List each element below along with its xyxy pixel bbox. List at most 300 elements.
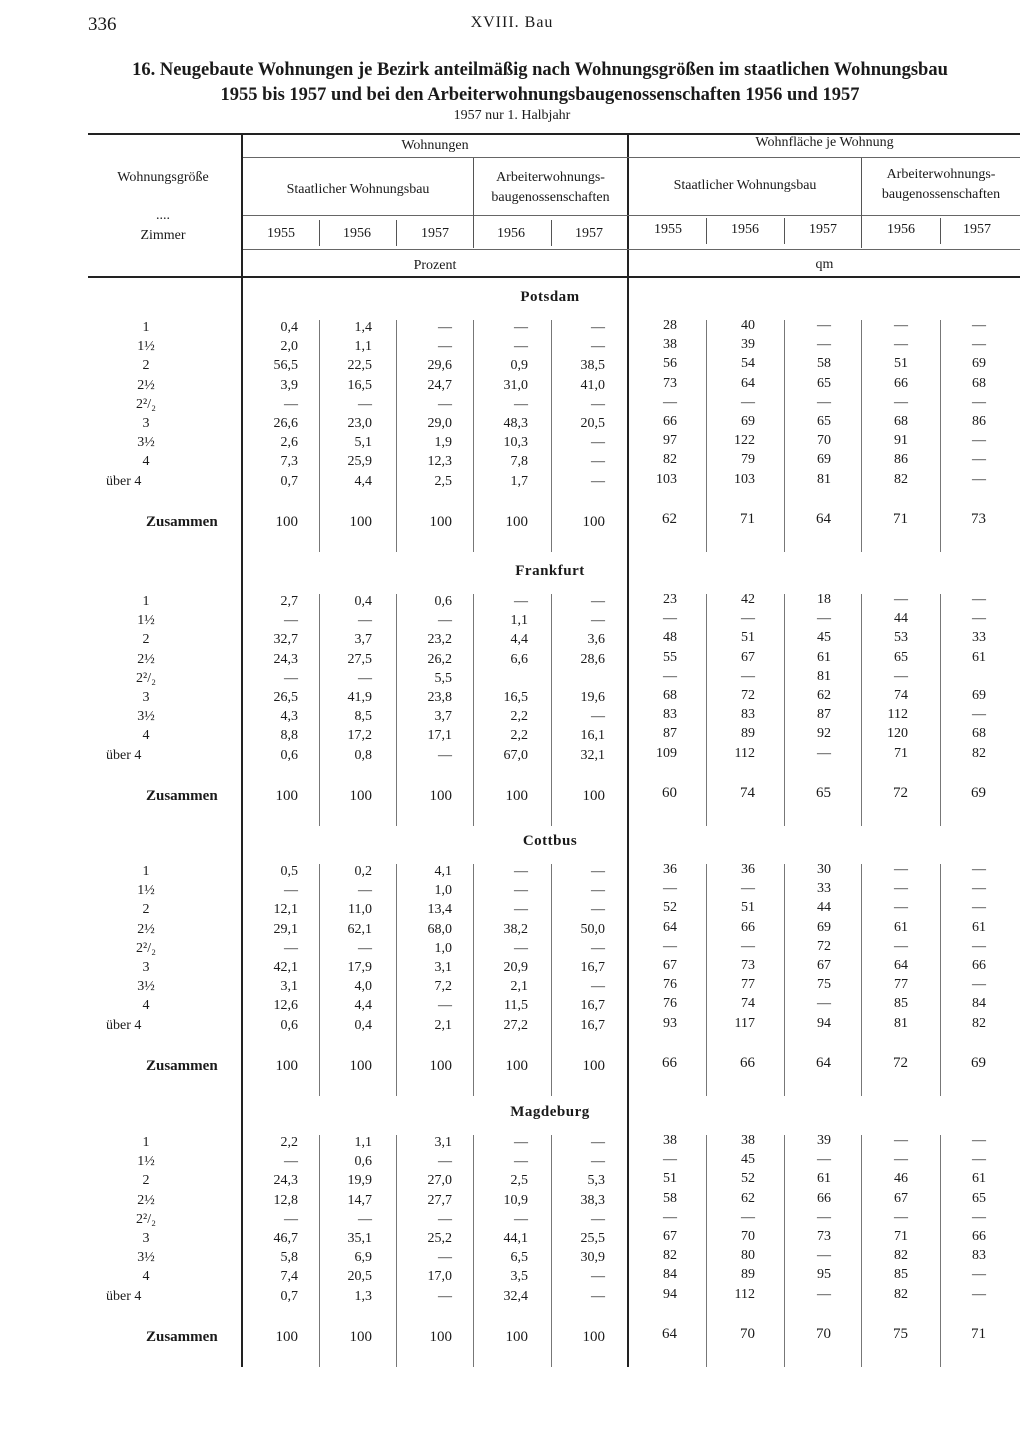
total-cell: 71 <box>740 511 755 527</box>
table-cell: — <box>514 1154 528 1170</box>
table-cell: 51 <box>894 356 908 372</box>
row-label: 2½ <box>137 651 155 667</box>
table-cell: — <box>817 611 831 627</box>
table-cell: 69 <box>972 356 986 372</box>
table-cell: 94 <box>817 1015 831 1031</box>
total-cell: 69 <box>971 785 986 801</box>
table-cell: — <box>591 473 605 489</box>
column-separator <box>940 1135 941 1367</box>
header-rule-3 <box>243 249 1020 250</box>
table-cell: — <box>438 747 452 763</box>
table-cell: 112 <box>887 707 908 723</box>
table-row <box>0 745 1024 767</box>
table-cell: — <box>438 1154 452 1170</box>
total-row <box>0 785 1024 807</box>
table-cell: 11,5 <box>504 998 528 1014</box>
row-label: 2²/₂ <box>136 396 156 412</box>
table-cell: 85 <box>894 1267 908 1283</box>
header-rule-2 <box>243 215 1020 216</box>
row-label: 2½ <box>137 1192 155 1208</box>
year-header: 1957 <box>575 226 603 241</box>
table-cell: 29,0 <box>427 416 452 431</box>
total-cell: 100 <box>505 1329 528 1345</box>
table-cell: 0,6 <box>434 594 452 609</box>
table-cell: 64 <box>894 958 908 973</box>
row-label: 3 <box>142 960 150 975</box>
table-cell: 8,8 <box>280 728 298 744</box>
unit-qm: qm <box>815 257 834 272</box>
table-cell: 16,5 <box>503 690 528 705</box>
table-row <box>0 320 1024 339</box>
year-header: 1956 <box>887 222 915 237</box>
table-cell: 82 <box>663 1248 677 1264</box>
table-cell: 45 <box>741 1152 755 1168</box>
table-cell: 65 <box>817 375 831 391</box>
column-separator <box>396 594 397 826</box>
table-cell: 16,7 <box>580 998 605 1014</box>
table-cell: 0,8 <box>354 747 372 763</box>
year-sep <box>784 218 785 244</box>
table-cell: 0,4 <box>354 1017 372 1033</box>
total-cell: 100 <box>582 788 605 804</box>
table-cell: 67,0 <box>503 747 528 763</box>
row-label: 4 <box>142 998 150 1014</box>
table-cell: — <box>972 318 986 333</box>
table-cell: 66 <box>663 414 677 429</box>
table-cell: — <box>894 668 908 684</box>
table-cell: 91 <box>894 433 908 449</box>
table-cell: 74 <box>894 688 908 703</box>
table-cell: 80 <box>741 1248 755 1264</box>
total-cell: 100 <box>429 1329 452 1345</box>
table-cell: 3,1 <box>434 1135 452 1150</box>
table-cell: — <box>663 1152 677 1168</box>
table-cell: — <box>591 339 605 355</box>
table-cell: 0,2 <box>354 864 372 879</box>
table-cell: 82 <box>972 745 986 761</box>
table-cell: 2,2 <box>280 1135 298 1150</box>
table-row <box>0 938 1024 960</box>
table-cell: 7,8 <box>510 454 528 470</box>
table-row <box>0 375 1024 397</box>
table-cell: 13,4 <box>427 902 452 918</box>
row-label: 2 <box>142 902 150 918</box>
column-separator <box>396 864 397 1096</box>
total-cell: 75 <box>893 1326 908 1342</box>
table-cell: — <box>817 318 831 333</box>
table-row <box>0 709 1024 728</box>
table-cell: — <box>663 394 677 410</box>
table-cell: 0,6 <box>354 1154 372 1170</box>
table-cell: 3,7 <box>434 709 452 725</box>
table-cell: — <box>663 668 677 684</box>
table-cell: — <box>972 881 986 897</box>
unit-percent: Prozent <box>413 258 457 273</box>
table-cell: 16,1 <box>580 728 605 744</box>
table-cell: — <box>741 1209 755 1225</box>
table-cell: 2,7 <box>280 594 298 609</box>
table-cell: 27,5 <box>347 651 372 667</box>
total-cell: 100 <box>429 1058 452 1074</box>
table-cell: 2,6 <box>280 435 298 451</box>
table-row <box>0 1269 1024 1288</box>
table-cell: 56 <box>663 356 677 372</box>
table-row <box>0 1209 1024 1231</box>
table-row <box>0 668 1024 690</box>
table-cell: — <box>284 940 298 956</box>
group-header-wohnungen: Wohnungen <box>401 138 469 153</box>
column-separator <box>473 864 474 1096</box>
table-cell: 122 <box>734 433 755 449</box>
table-cell: 109 <box>656 745 677 761</box>
year-header: 1955 <box>267 226 295 241</box>
table-row <box>0 919 1024 941</box>
table-cell: — <box>894 394 908 410</box>
table-cell: 92 <box>817 726 831 742</box>
total-cell: 100 <box>275 1058 298 1074</box>
table-row <box>0 1154 1024 1173</box>
section-title: Magdeburg <box>510 1104 590 1120</box>
table-cell: 67 <box>741 649 755 665</box>
total-cell: 72 <box>893 785 908 801</box>
year-header: 1955 <box>654 222 682 237</box>
table-cell: 39 <box>741 337 755 353</box>
table-cell: 33 <box>972 630 986 646</box>
table-cell: — <box>894 1133 908 1148</box>
table-cell: 11,0 <box>348 902 372 918</box>
table-cell: 51 <box>741 900 755 916</box>
table-cell: 6,6 <box>510 651 528 667</box>
total-cell: 100 <box>582 514 605 530</box>
table-cell: 86 <box>972 414 986 429</box>
table-row <box>0 960 1024 979</box>
table-cell: 17,0 <box>427 1269 452 1285</box>
table-cell: 72 <box>817 938 831 954</box>
table-cell: 62,1 <box>347 921 372 937</box>
table-cell: 95 <box>817 1267 831 1283</box>
table-cell: 70 <box>741 1229 755 1244</box>
table-cell: 46,7 <box>273 1231 298 1246</box>
table-cell: 26,6 <box>273 416 298 431</box>
table-cell: 16,5 <box>347 377 372 393</box>
table-title-line-2: 1955 bis 1957 und bei den Arbeiterwohnungsbaugenossenschaften 1956 und 1957 <box>220 85 860 105</box>
row-label: 4 <box>142 728 150 744</box>
table-cell: 65 <box>972 1190 986 1206</box>
column-separator <box>396 1135 397 1367</box>
table-cell: — <box>591 883 605 899</box>
sub-header-awg-right-line-1: Arbeiterwohnungs- <box>886 167 996 182</box>
table-cell: — <box>894 337 908 353</box>
table-cell: 94 <box>663 1286 677 1302</box>
table-cell: 82 <box>663 452 677 468</box>
table-cell: 56,5 <box>273 358 298 374</box>
table-cell: 61 <box>817 1171 831 1187</box>
table-cell: 74 <box>741 996 755 1012</box>
table-cell: 19,9 <box>347 1173 372 1189</box>
column-separator <box>861 320 862 552</box>
table-cell: 2,2 <box>510 728 528 744</box>
table-cell: 73 <box>817 1229 831 1244</box>
table-cell: 27,7 <box>427 1192 452 1208</box>
table-cell: 33 <box>817 881 831 897</box>
table-cell: 66 <box>741 919 755 935</box>
stub-label: Wohnungsgröße <box>117 170 209 185</box>
table-cell: 25,5 <box>580 1231 605 1246</box>
table-cell: 2,0 <box>280 339 298 355</box>
total-row <box>0 511 1024 533</box>
table-cell: — <box>741 938 755 954</box>
table-cell: — <box>591 979 605 995</box>
table-cell: 103 <box>734 471 755 487</box>
table-row <box>0 998 1024 1017</box>
table-cell: 5,3 <box>587 1173 605 1189</box>
section-title: Frankfurt <box>515 563 585 579</box>
table-row <box>0 471 1024 493</box>
table-cell: 87 <box>817 707 831 723</box>
table-cell: 17,9 <box>347 960 372 975</box>
row-label: 2 <box>142 358 150 374</box>
table-cell: — <box>894 592 908 607</box>
table-cell: 58 <box>817 356 831 372</box>
table-cell: — <box>663 1209 677 1225</box>
total-row <box>0 1326 1024 1348</box>
table-cell: 55 <box>663 649 677 665</box>
row-label: 3½ <box>137 979 155 995</box>
year-sep <box>396 220 397 246</box>
table-cell: 64 <box>663 919 677 935</box>
table-cell: 65 <box>817 414 831 429</box>
table-cell: — <box>358 940 372 956</box>
year-header: 1957 <box>421 226 449 241</box>
table-title-line-1: 16. Neugebaute Wohnungen je Bezirk anteilmäßig nach Wohnungsgrößen im staatlichen Wohnungsbau <box>132 60 948 80</box>
total-cell: 71 <box>893 511 908 527</box>
table-row <box>0 728 1024 747</box>
column-separator <box>706 594 707 826</box>
table-cell: — <box>284 1154 298 1170</box>
table-row <box>0 649 1024 671</box>
table-cell: — <box>894 881 908 897</box>
table-row <box>0 394 1024 416</box>
table-cell: 5,1 <box>354 435 372 451</box>
year-sep <box>706 218 707 244</box>
table-cell: 19,6 <box>580 690 605 705</box>
table-cell: 41,9 <box>347 690 372 705</box>
table-cell: — <box>741 881 755 897</box>
table-cell: 20,5 <box>580 416 605 431</box>
table-cell: 1,0 <box>434 883 452 899</box>
table-cell: — <box>438 339 452 355</box>
table-cell: 71 <box>894 745 908 761</box>
table-cell: — <box>514 339 528 355</box>
table-cell: 27,2 <box>503 1017 528 1033</box>
table-cell: 27,0 <box>427 1173 452 1189</box>
table-cell: 6,9 <box>354 1250 372 1266</box>
table-cell: — <box>591 864 605 879</box>
table-cell: — <box>817 1248 831 1264</box>
table-cell: 24,7 <box>427 377 452 393</box>
table-cell: 6,5 <box>510 1250 528 1266</box>
total-label: Zusammen <box>146 1329 218 1345</box>
table-cell: 73 <box>741 958 755 973</box>
total-cell: 71 <box>971 1326 986 1342</box>
table-cell: 23,8 <box>427 690 452 705</box>
table-cell: 5,8 <box>280 1250 298 1266</box>
table-cell: — <box>972 1209 986 1225</box>
table-cell: 4,4 <box>354 473 372 489</box>
table-cell: 84 <box>972 996 986 1012</box>
table-cell: — <box>972 900 986 916</box>
table-cell: 69 <box>741 414 755 429</box>
table-cell: 20,9 <box>503 960 528 975</box>
table-cell: 51 <box>663 1171 677 1187</box>
total-cell: 100 <box>429 514 452 530</box>
table-cell: — <box>591 1135 605 1150</box>
table-row <box>0 979 1024 998</box>
table-cell: 2,1 <box>510 979 528 995</box>
table-cell: — <box>358 670 372 686</box>
row-label: über 4 <box>106 473 142 489</box>
table-cell: 51 <box>741 630 755 646</box>
row-label: über 4 <box>106 1017 142 1033</box>
table-cell: 8,5 <box>354 709 372 725</box>
table-cell: 12,8 <box>273 1192 298 1208</box>
group-header-wohnflaeche: Wohnfläche je Wohnung <box>755 135 894 150</box>
total-cell: 100 <box>275 514 298 530</box>
year-header: 1956 <box>497 226 525 241</box>
row-label: 3 <box>142 690 150 705</box>
table-cell: 12,3 <box>427 454 452 470</box>
total-cell: 65 <box>816 785 831 801</box>
table-cell: — <box>591 709 605 725</box>
table-cell: 66 <box>972 1229 986 1244</box>
total-cell: 100 <box>349 514 372 530</box>
table-cell: 68 <box>663 688 677 703</box>
table-cell: 82 <box>972 1015 986 1031</box>
table-cell: 67 <box>663 1229 677 1244</box>
column-separator <box>473 594 474 826</box>
table-cell: — <box>514 396 528 412</box>
year-sep <box>551 220 552 246</box>
total-cell: 100 <box>349 1058 372 1074</box>
total-cell: 100 <box>429 788 452 804</box>
column-separator <box>319 320 320 552</box>
table-cell: — <box>591 1154 605 1170</box>
table-row <box>0 339 1024 358</box>
total-label: Zusammen <box>146 788 218 804</box>
table-cell: 30 <box>817 862 831 877</box>
table-cell: 93 <box>663 1015 677 1031</box>
table-cell: 66 <box>817 1190 831 1206</box>
table-cell: 67 <box>894 1190 908 1206</box>
sub-header-awg-right <box>862 165 1020 205</box>
table-cell: 82 <box>894 1248 908 1264</box>
table-cell: 38 <box>663 1133 677 1148</box>
row-label: 3 <box>142 1231 150 1246</box>
table-row <box>0 690 1024 709</box>
table-cell: 112 <box>734 1286 755 1302</box>
column-separator <box>473 1135 474 1367</box>
table-cell: — <box>284 1211 298 1227</box>
row-label: 2½ <box>137 377 155 393</box>
table-cell: 3,9 <box>280 377 298 393</box>
table-subtitle: 1957 nur 1. Halbjahr <box>453 108 571 123</box>
table-cell: 0,4 <box>354 594 372 609</box>
table-cell: 68 <box>972 375 986 391</box>
page-number: 336 <box>88 14 117 35</box>
row-label: 1½ <box>137 883 155 899</box>
table-cell: 4,1 <box>434 864 452 879</box>
table-cell: 14,7 <box>347 1192 372 1208</box>
sub-header-awg-right-line-2: baugenossenschaften <box>881 187 1001 202</box>
row-label: 4 <box>142 454 150 470</box>
column-separator <box>319 864 320 1096</box>
table-cell: 61 <box>972 649 986 665</box>
table-cell: 2,1 <box>434 1017 452 1033</box>
row-label: 2²/₂ <box>136 940 156 956</box>
table-cell: 112 <box>734 745 755 761</box>
table-cell: — <box>358 396 372 412</box>
table-cell: — <box>972 1133 986 1148</box>
row-label: 1½ <box>137 339 155 355</box>
table-cell: 70 <box>817 433 831 449</box>
table-cell: — <box>817 745 831 761</box>
table-cell: — <box>514 320 528 335</box>
column-separator <box>861 864 862 1096</box>
table-cell: 58 <box>663 1190 677 1206</box>
section-title: Cottbus <box>522 833 578 849</box>
table-cell: 3,1 <box>280 979 298 995</box>
table-cell: 87 <box>663 726 677 742</box>
row-label: 1 <box>142 864 150 879</box>
total-cell: 100 <box>349 788 372 804</box>
table-cell: — <box>663 611 677 627</box>
table-cell: 46 <box>894 1171 908 1187</box>
table-cell: — <box>591 320 605 335</box>
row-label: 2 <box>142 632 150 648</box>
row-label: 1 <box>142 1135 150 1150</box>
table-cell: 4,0 <box>354 979 372 995</box>
table-cell: 83 <box>663 707 677 723</box>
table-cell: 10,3 <box>503 435 528 451</box>
table-cell: 79 <box>741 452 755 468</box>
table-cell: 62 <box>817 688 831 703</box>
column-separator <box>551 594 552 826</box>
table-cell: 0,6 <box>280 1017 298 1033</box>
total-cell: 66 <box>740 1055 755 1071</box>
table-row <box>0 632 1024 651</box>
table-cell: 84 <box>663 1267 677 1283</box>
column-separator <box>784 320 785 552</box>
table-cell: 12,6 <box>273 998 298 1014</box>
header-rule-1 <box>243 157 1020 158</box>
total-cell: 70 <box>740 1326 755 1342</box>
table-cell: — <box>591 594 605 609</box>
column-separator <box>940 320 941 552</box>
sub-header-awg-left <box>474 168 627 208</box>
total-cell: 100 <box>275 788 298 804</box>
total-cell: 66 <box>662 1055 677 1071</box>
total-cell: 64 <box>662 1326 677 1342</box>
table-cell: 7,3 <box>280 454 298 470</box>
table-row <box>0 883 1024 902</box>
table-cell: — <box>358 613 372 629</box>
table-cell: 3,6 <box>587 632 605 648</box>
table-cell: 71 <box>894 1229 908 1244</box>
row-label: über 4 <box>106 747 142 763</box>
table-cell: 54 <box>741 356 755 372</box>
table-cell: 52 <box>741 1171 755 1187</box>
total-cell: 100 <box>505 788 528 804</box>
